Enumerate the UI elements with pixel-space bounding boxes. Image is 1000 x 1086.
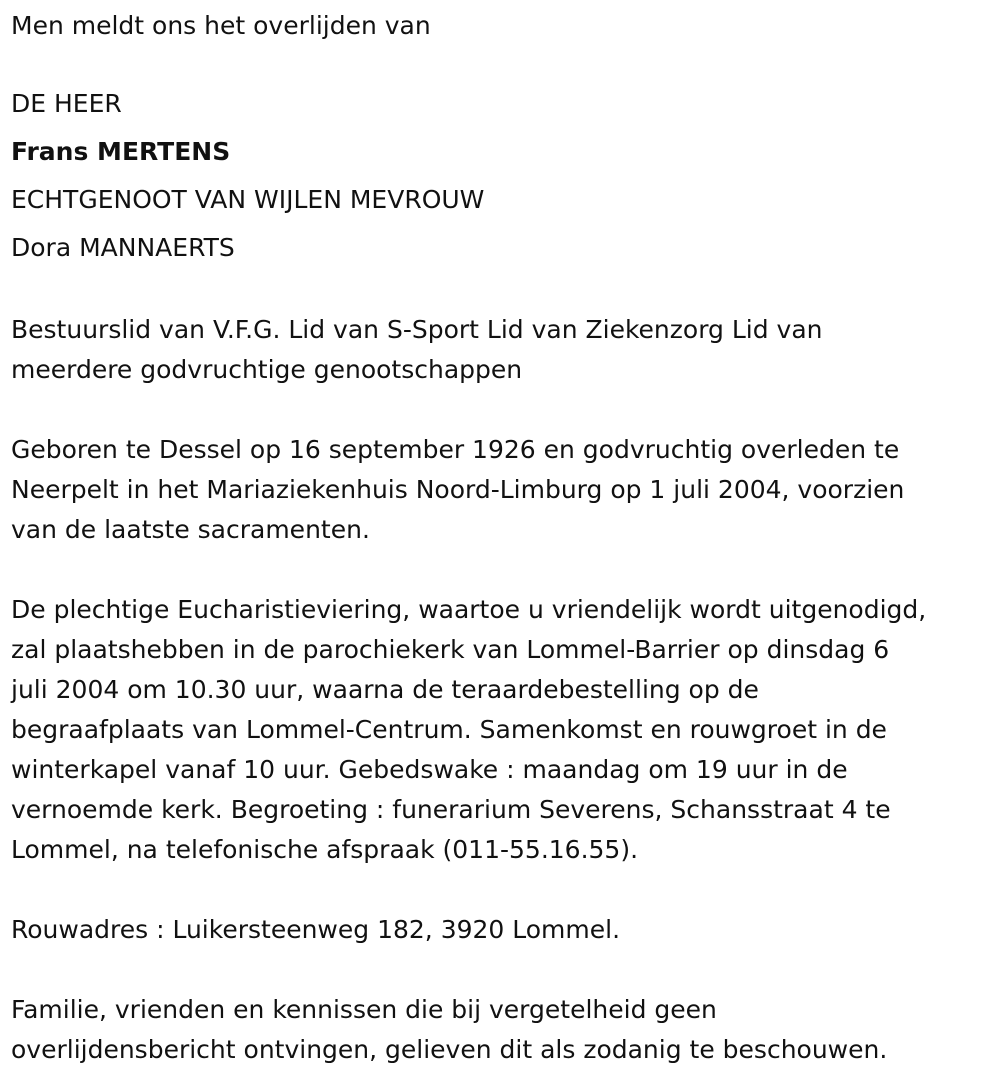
mourning-address: Rouwadres : Luikersteenweg 182, 3920 Lommel. — [11, 915, 621, 944]
relation-text: ECHTGENOOT VAN WIJLEN MEVROUW — [11, 185, 485, 214]
spouse-name: Dora MANNAERTS — [11, 233, 235, 262]
roles-line: meerdere godvruchtige genootschappen — [11, 355, 523, 384]
funeral-paragraph — [11, 590, 926, 870]
birth-line: Neerpelt in het Mariaziekenhuis Noord-Limburg op 1 juli 2004, voorzien — [11, 475, 905, 504]
intro-section — [11, 10, 431, 58]
funeral-line: juli 2004 om 10.30 uur, waarna de teraardebestelling op de — [11, 675, 759, 704]
funeral-line: begraafplaats van Lommel-Centrum. Samenkomst en rouwgroet in de — [11, 715, 887, 744]
intro-text: Men meldt ons het overlijden van — [11, 11, 431, 40]
roles-line: Bestuurslid van V.F.G. Lid van S-Sport Lid van Ziekenzorg Lid van — [11, 315, 823, 344]
deceased-title-block — [11, 88, 484, 280]
family-line: overlijdensbericht ontvingen, gelieven dit als zodanig te beschouwen. — [11, 1035, 888, 1064]
funeral-line: Lommel, na telefonische afspraak (011-55.16.55). — [11, 835, 639, 864]
birth-line: van de laatste sacramenten. — [11, 515, 370, 544]
deceased-name: Frans MERTENS — [11, 137, 231, 166]
funeral-line: zal plaatshebben in de parochiekerk van Lommel-Barrier op dinsdag 6 — [11, 635, 890, 664]
funeral-line: vernoemde kerk. Begroeting : funerarium Severens, Schansstraat 4 te — [11, 795, 891, 824]
honorific: DE HEER — [11, 89, 122, 118]
address-paragraph — [11, 910, 620, 950]
family-paragraph — [11, 990, 887, 1070]
funeral-line: De plechtige Eucharistieviering, waartoe u vriendelijk wordt uitgenodigd, — [11, 595, 927, 624]
birth-line: Geboren te Dessel op 16 september 1926 en godvruchtig overleden te — [11, 435, 900, 464]
birth-death-paragraph — [11, 430, 904, 550]
family-line: Familie, vrienden en kennissen die bij vergetelheid geen — [11, 995, 717, 1024]
roles-paragraph — [11, 310, 823, 390]
funeral-line: winterkapel vanaf 10 uur. Gebedswake : maandag om 19 uur in de — [11, 755, 848, 784]
